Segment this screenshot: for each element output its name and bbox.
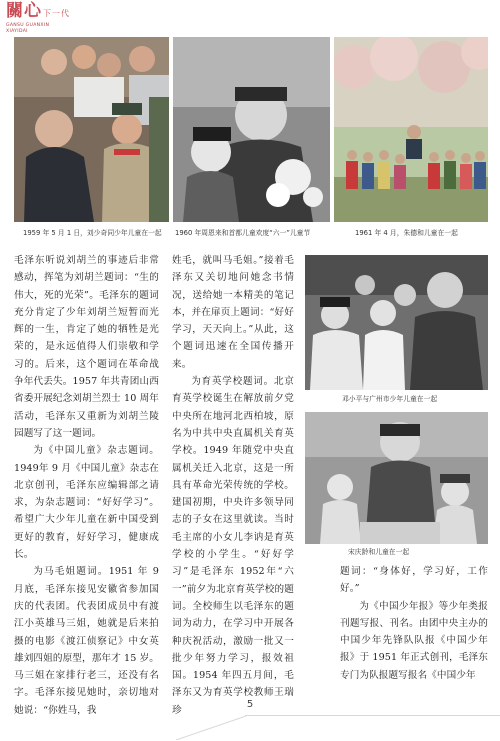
photo-caption: 1959 年 5 月 1 日，刘少奇同少年儿童在一起 xyxy=(23,229,162,237)
paragraph: 为育英学校题词。北京育英学校诞生在解放前夕党中央所在地河北西柏坡，原名为中共中央直属机关育英学校。1949 年随党中央直属机关迁入北京，这是一所具有革命光荣传统的学校。建国初期，中央许多领导同志的子女在这里就读。当时毛主席的小女儿李讷是育英学校的小学生。“好好学习”是毛泽东 1952年“六一”前夕为北京育英学校的题词。全校师生以毛泽东的题词为动力，在学习中开展各种庆祝活动，激励一批又一批少年努力学习，报效祖国。1954 年四五月间，毛泽东又为育英学校教师王瑞珍 xyxy=(172,376,294,716)
magazine-subtitle-line1: GANSU GUANXIN xyxy=(6,23,50,28)
text-column-1 xyxy=(14,252,159,719)
photo-deng-xiaoping-with-children xyxy=(305,255,488,390)
paragraph: 题词：“身体好，学习好，工作好。” xyxy=(340,566,488,595)
photo-zhou-enlai-with-children xyxy=(173,37,330,222)
paragraph: 姓毛，就叫马毛姐。”接着毛泽东又关切地问她念书情况，送给她一本精美的笔记本，并在扉页上题词：“好好学习，天天向上。”从此，这个题词迅速在全国传播开来。 xyxy=(172,255,294,370)
paragraph: 为《中国儿童》杂志题词。1949年 9 月《中国儿童》杂志在北京创刊，毛泽东应编辑部之请求，为杂志题词：“好好学习”。希望广大少年儿童在新中国受到更好的教育，好好学习，健康成长。 xyxy=(14,445,159,561)
photo-caption: 1961 年 4 月，朱德和儿童在一起 xyxy=(355,229,458,237)
footer-decoration xyxy=(176,716,256,740)
page-number: 5 xyxy=(246,699,254,710)
paragraph: 为《中国少年报》等少年类报刊题写报、刊名。由团中央主办的中国少年先锋队队报《中国少年报》于 1951 年正式创刊，毛泽东专门为队报题写报名《中国少年 xyxy=(340,600,488,681)
magazine-logo: 關心下一代 xyxy=(6,1,70,21)
photo-caption: 宋庆龄和儿童在一起 xyxy=(348,548,410,556)
footer-divider xyxy=(245,715,500,716)
paragraph: 为马毛姐题词。1951 年 9 月底，毛泽东接见安徽省参加国庆的代表团。代表团成员中有渡江小英雄马三姐，她就是后来拍摄的电影《渡江侦察记》中女英雄刘四姐的原型，那年才 15 岁。马三姐在家排行老三，还没有名字。毛泽东接见她时，亲切地对她说：“你姓马，我 xyxy=(14,566,159,716)
photo-liu-shaoqi-with-children xyxy=(14,37,169,222)
photo-soong-ching-ling-with-children xyxy=(305,412,488,544)
text-column-2 xyxy=(172,252,294,719)
text-column-3 xyxy=(340,563,488,684)
photo-caption: 邓小平与广州市少年儿童在一起 xyxy=(342,395,438,403)
paragraph: 毛泽东听说刘胡兰的事迹后非常感动，挥笔为刘胡兰题词：“生的伟大，死的光荣”。毛泽东的题词充分肯定了少年刘胡兰短暂而光辉的一生，肯定了她的牺牲是光荣的，是永远值得人们崇敬和学习的。后来，这个题词在革命战争年代丢失。1957 年共青团山西省委开展纪念刘胡兰烈士 10 周年活动，毛泽东又重新为刘胡兰陵园题写了这一题词。 xyxy=(14,255,159,439)
masthead xyxy=(6,2,76,32)
magazine-subtitle-line2: XIAYIDAI xyxy=(6,28,28,34)
photo-zhu-de-with-children xyxy=(334,37,488,222)
photo-caption: 1960 年周恩来和首都儿童欢度“六一”儿童节 xyxy=(175,229,311,237)
